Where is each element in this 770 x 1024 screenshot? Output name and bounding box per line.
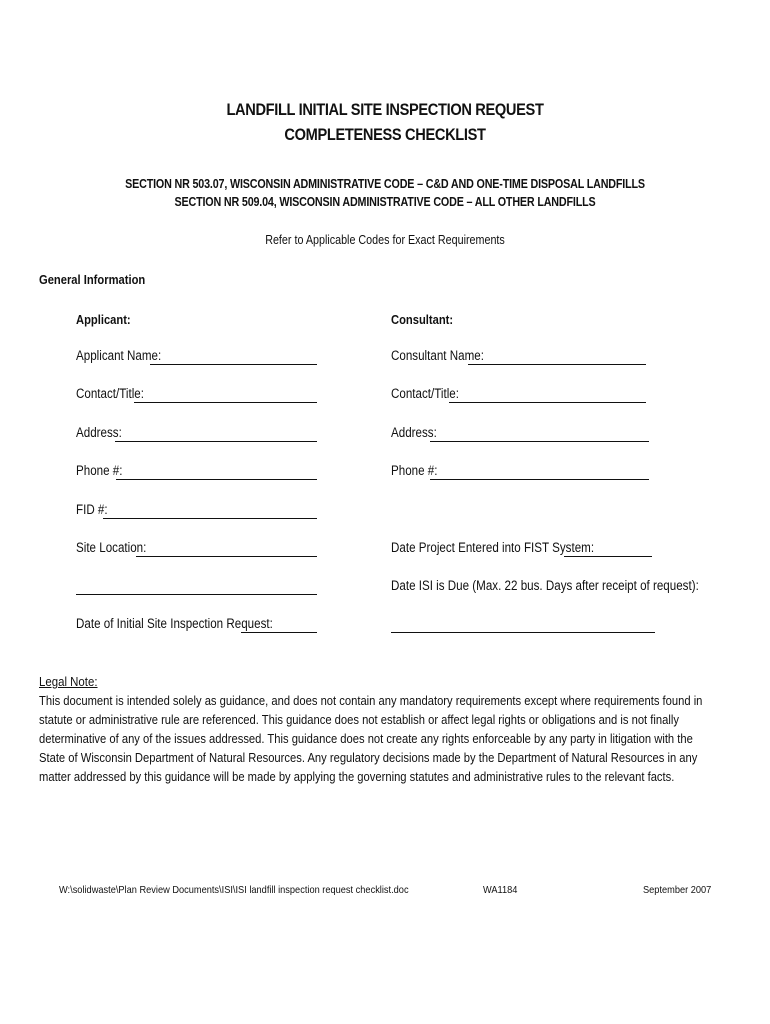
applicant-heading: Applicant:	[76, 312, 131, 327]
consultant-contact-label: Contact/Title:	[391, 386, 459, 401]
applicant-name-label: Applicant Name:	[76, 348, 162, 363]
consultant-name-label: Consultant Name:	[391, 348, 484, 363]
consultant-contact-field	[391, 386, 470, 401]
consultant-name-line[interactable]	[468, 364, 646, 365]
site-location-label: Site Location:	[76, 540, 147, 555]
document-title-line1: LANDFILL INITIAL SITE INSPECTION REQUEST	[226, 100, 544, 119]
consultant-phone-field	[391, 463, 445, 478]
applicant-contact-label: Contact/Title:	[76, 386, 144, 401]
isi-due-field	[391, 578, 749, 593]
applicant-contact-field	[76, 386, 155, 401]
fid-field	[76, 502, 113, 517]
consultant-heading: Consultant:	[391, 312, 454, 327]
applicant-phone-field	[76, 463, 130, 478]
refer-note: Refer to Applicable Codes for Exact Requirements	[265, 233, 505, 247]
consultant-contact-line[interactable]	[449, 402, 646, 403]
legal-note-body: This document is intended solely as guidance, and does not contain any mandatory requirements except where requirements found in statute or administrative rule are referenced. This guidance does not establish or affect legal rights or obligations and is not finally determinative of any of the issues addressed. This guidance does not create any rights enforceable by any party in litigation with the State of Wisconsin Department of Natural Resources. Any regulatory decisions made by the Department of Natural Resources in any matter addressed by this guidance will be made by applying the governing statutes and administrative rules to the relevant facts.	[39, 693, 703, 784]
consultant-address-line[interactable]	[430, 441, 649, 442]
fist-date-line[interactable]	[564, 556, 652, 557]
section-reference-509: SECTION NR 509.04, WISCONSIN ADMINISTRATIVE CODE – ALL OTHER LANDFILLS	[174, 195, 596, 209]
site-location-line[interactable]	[136, 556, 317, 557]
applicant-name-field	[76, 348, 175, 363]
site-location-line-2[interactable]	[76, 594, 317, 595]
document-title-line2: COMPLETENESS CHECKLIST	[284, 125, 486, 144]
consultant-phone-line[interactable]	[430, 479, 649, 480]
fist-date-field	[391, 540, 627, 555]
applicant-address-field	[76, 425, 129, 440]
consultant-address-label: Address:	[391, 425, 437, 440]
footer-date: September 2007	[643, 884, 712, 896]
section-reference-503: SECTION NR 503.07, WISCONSIN ADMINISTRATIVE CODE – C&D AND ONE-TIME DISPOSAL LANDFILLS	[125, 177, 645, 191]
isi-request-date-label: Date of Initial Site Inspection Request:	[76, 616, 273, 631]
fist-date-label: Date Project Entered into FIST System:	[391, 540, 595, 555]
applicant-name-line[interactable]	[150, 364, 317, 365]
consultant-phone-label: Phone #:	[391, 463, 438, 478]
isi-due-line[interactable]	[391, 632, 655, 633]
applicant-phone-label: Phone #:	[76, 463, 123, 478]
site-location-field	[76, 540, 158, 555]
fid-label: FID #:	[76, 502, 108, 517]
footer-form-number: WA1184	[483, 884, 518, 896]
legal-note-title: Legal Note:	[39, 674, 98, 689]
fid-line[interactable]	[103, 518, 317, 519]
footer-file-path: W:\solidwaste\Plan Review Documents\ISI\ISI landfill inspection request checklist.doc	[59, 884, 409, 896]
isi-due-label: Date ISI is Due (Max. 22 bus. Days after receipt of request):	[391, 578, 699, 593]
isi-request-date-field	[76, 616, 305, 631]
consultant-name-field	[391, 348, 499, 363]
isi-request-date-line[interactable]	[241, 632, 317, 633]
applicant-address-line[interactable]	[115, 441, 317, 442]
general-information-heading: General Information	[39, 272, 146, 287]
applicant-contact-line[interactable]	[134, 402, 317, 403]
applicant-phone-line[interactable]	[116, 479, 317, 480]
applicant-address-label: Address:	[76, 425, 122, 440]
consultant-address-field	[391, 425, 444, 440]
